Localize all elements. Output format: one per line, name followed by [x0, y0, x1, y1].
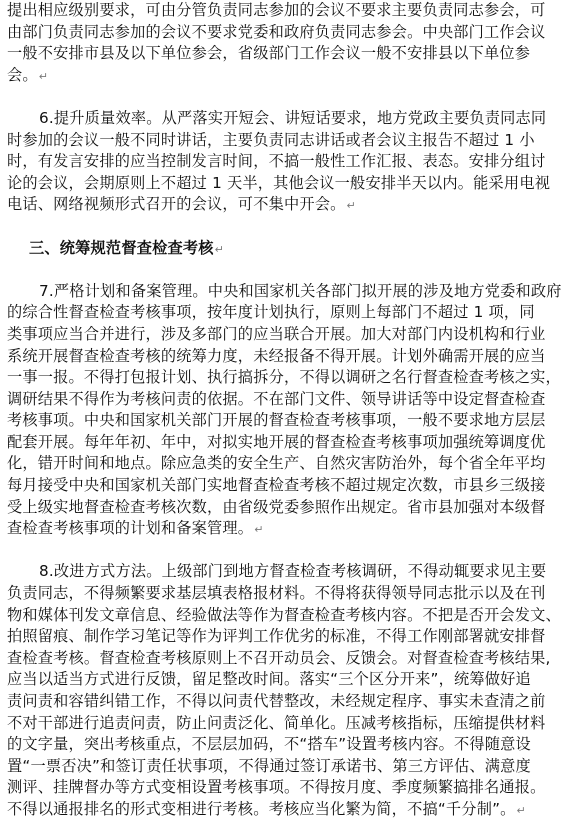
text-line: 考核事项。中央和国家机关部门开展的督查检查考核事项，一般不要求地方层层 — [7, 411, 546, 430]
paragraph-mark-icon: ↵ — [254, 523, 264, 537]
text-run: 电话、网络视频形式召开的会议，可不集中开会。 — [7, 195, 346, 214]
paragraph — [7, 561, 569, 820]
paragraph-mark-icon: ↵ — [346, 199, 356, 213]
text-line: 由部门负责同志参加的会议不要求党委和政府负责同志参会。中央部门工作会议 — [7, 22, 546, 41]
text-line: 6.提升质量效率。从严落实开短会、讲短话要求，地方党政主要负责同志同 — [39, 108, 547, 127]
text-line: 责问责和容错纠错工作，不得以问责代替整改，未经规定程序、事实未查清之前 — [7, 692, 546, 710]
text-line: 一般不安排市县及以下单位参会，省级部门工作会议一般不安排县以下单位参 — [7, 44, 531, 63]
paragraph-mark-icon: ↵ — [516, 803, 526, 817]
text-run: 会。 — [7, 65, 38, 84]
text-line: 化，错开时间和地点。除应急类的安全生产、自然灾害防治外，每个省全年平均 — [7, 454, 546, 473]
paragraph — [7, 281, 569, 540]
text-line: 论的会议，会期原则上不超过 1 天半，其他会议一般安排半天以内。能采用电视 — [7, 173, 551, 192]
paragraph-gap — [7, 540, 569, 562]
paragraph-gap — [7, 216, 569, 238]
text-line: 配套开展。每年年初、年中，对拟实地开展的督查检查考核事项加强统筹调度优 — [7, 432, 546, 451]
text-line: 置“一票否决”和签订责任状事项，不得通过签订承诺书、第三方评估、满意度 — [7, 756, 531, 775]
text-line: 调研结果不得作为考核问责的依据。不在部门文件、领导讲话等中设定督查检查 — [7, 389, 546, 408]
text-line: 查检查考核。督查检查考核原则上不召开动员会、反馈会。对督查检查考核结果, — [7, 648, 551, 667]
text-line: 类事项应当合并进行，涉及多部门的应当联合开展。加大对部门内设机构和行业 — [7, 324, 546, 343]
text-line: 负责同志，不得频繁要求基层填表格报材料。不得将获得领导同志批示以及在刊 — [7, 584, 546, 603]
text-line: 的综合性督查检查考核事项，按年度计划执行，原则上每部门不超过 1 项，同 — [7, 303, 535, 322]
document-page — [7, 0, 569, 821]
text-line: 不对干部进行追责问责，防止问责泛化、简单化。压减考核指标，压缩提供材料 — [7, 713, 546, 732]
text-line: 应当以适当方式进行反馈，留足整改时间。落实“三个区分开来”，统筹做好追 — [7, 670, 531, 689]
heading-text: 三、统筹规范督查检查考核 — [29, 238, 214, 257]
text-line-last — [7, 799, 569, 821]
text-line: 系统开展督查检查考核的统筹力度，未经报备不得开展。计划外确需开展的应当 — [7, 346, 546, 365]
text-line-last — [7, 194, 569, 216]
text-line: 8.改进方式方法。上级部门到地方督查检查考核调研，不得动辄要求见主要 — [39, 562, 547, 581]
text-line: 物和媒体刊发文章信息、经验做法等作为督查检查考核内容。不把是否开会发文、 — [7, 605, 561, 624]
text-run: 不得以通报排名的形式变相进行考核。考核应当化繁为简，不搞“千分制”。 — [7, 799, 516, 818]
text-line: 拍照留痕、制作学习笔记等作为评判工作优劣的标准，不得工作刚部署就安排督 — [7, 627, 546, 646]
text-line: 时参加的会议一般不同时讲话，主要负责同志讲话或者会议主报告不超过 1 小 — [7, 130, 535, 149]
text-line-last — [7, 65, 569, 87]
text-line: 7.严格计划和备案管理。中央和国家机关各部门拟开展的涉及地方党委和政府 — [39, 281, 562, 300]
text-line-last — [7, 518, 569, 540]
section-heading — [7, 238, 569, 260]
text-line: 的文字量，突出考核重点，不层层加码，不“搭车”设置考核内容。不得随意设 — [7, 735, 531, 754]
paragraph — [7, 0, 569, 86]
text-run: 查检查考核事项的计划和备案管理。 — [7, 519, 254, 538]
paragraph-gap — [7, 86, 569, 108]
text-line: 时，有发言安排的应当控制发言时间，不搞一般性工作汇报、表态。安排分组讨 — [7, 152, 546, 171]
text-line: 受上级实地督查检查考核次数，由省级党委参照作出规定。省市县加强对本级督 — [7, 497, 546, 516]
text-line: 每月接受中央和国家机关部门实地督查检查考核不超过规定次数，市县乡三级接 — [7, 476, 546, 495]
paragraph-mark-icon: ↵ — [38, 69, 49, 83]
text-line: 测评、挂牌督办等方式变相设置考核事项。不得按月度、季度频繁搞排名通报。 — [7, 778, 546, 797]
paragraph — [7, 108, 569, 216]
paragraph-gap — [7, 259, 569, 281]
text-line: 提出相应级别要求，可由分管负责同志参加的会议不要求主要负责同志参会，可 — [7, 1, 546, 19]
text-line: 一事一报。不得打包报计划、执行搞拆分，不得以调研之名行督查检查考核之实， — [7, 368, 561, 387]
paragraph-mark-icon: ↵ — [214, 242, 225, 256]
